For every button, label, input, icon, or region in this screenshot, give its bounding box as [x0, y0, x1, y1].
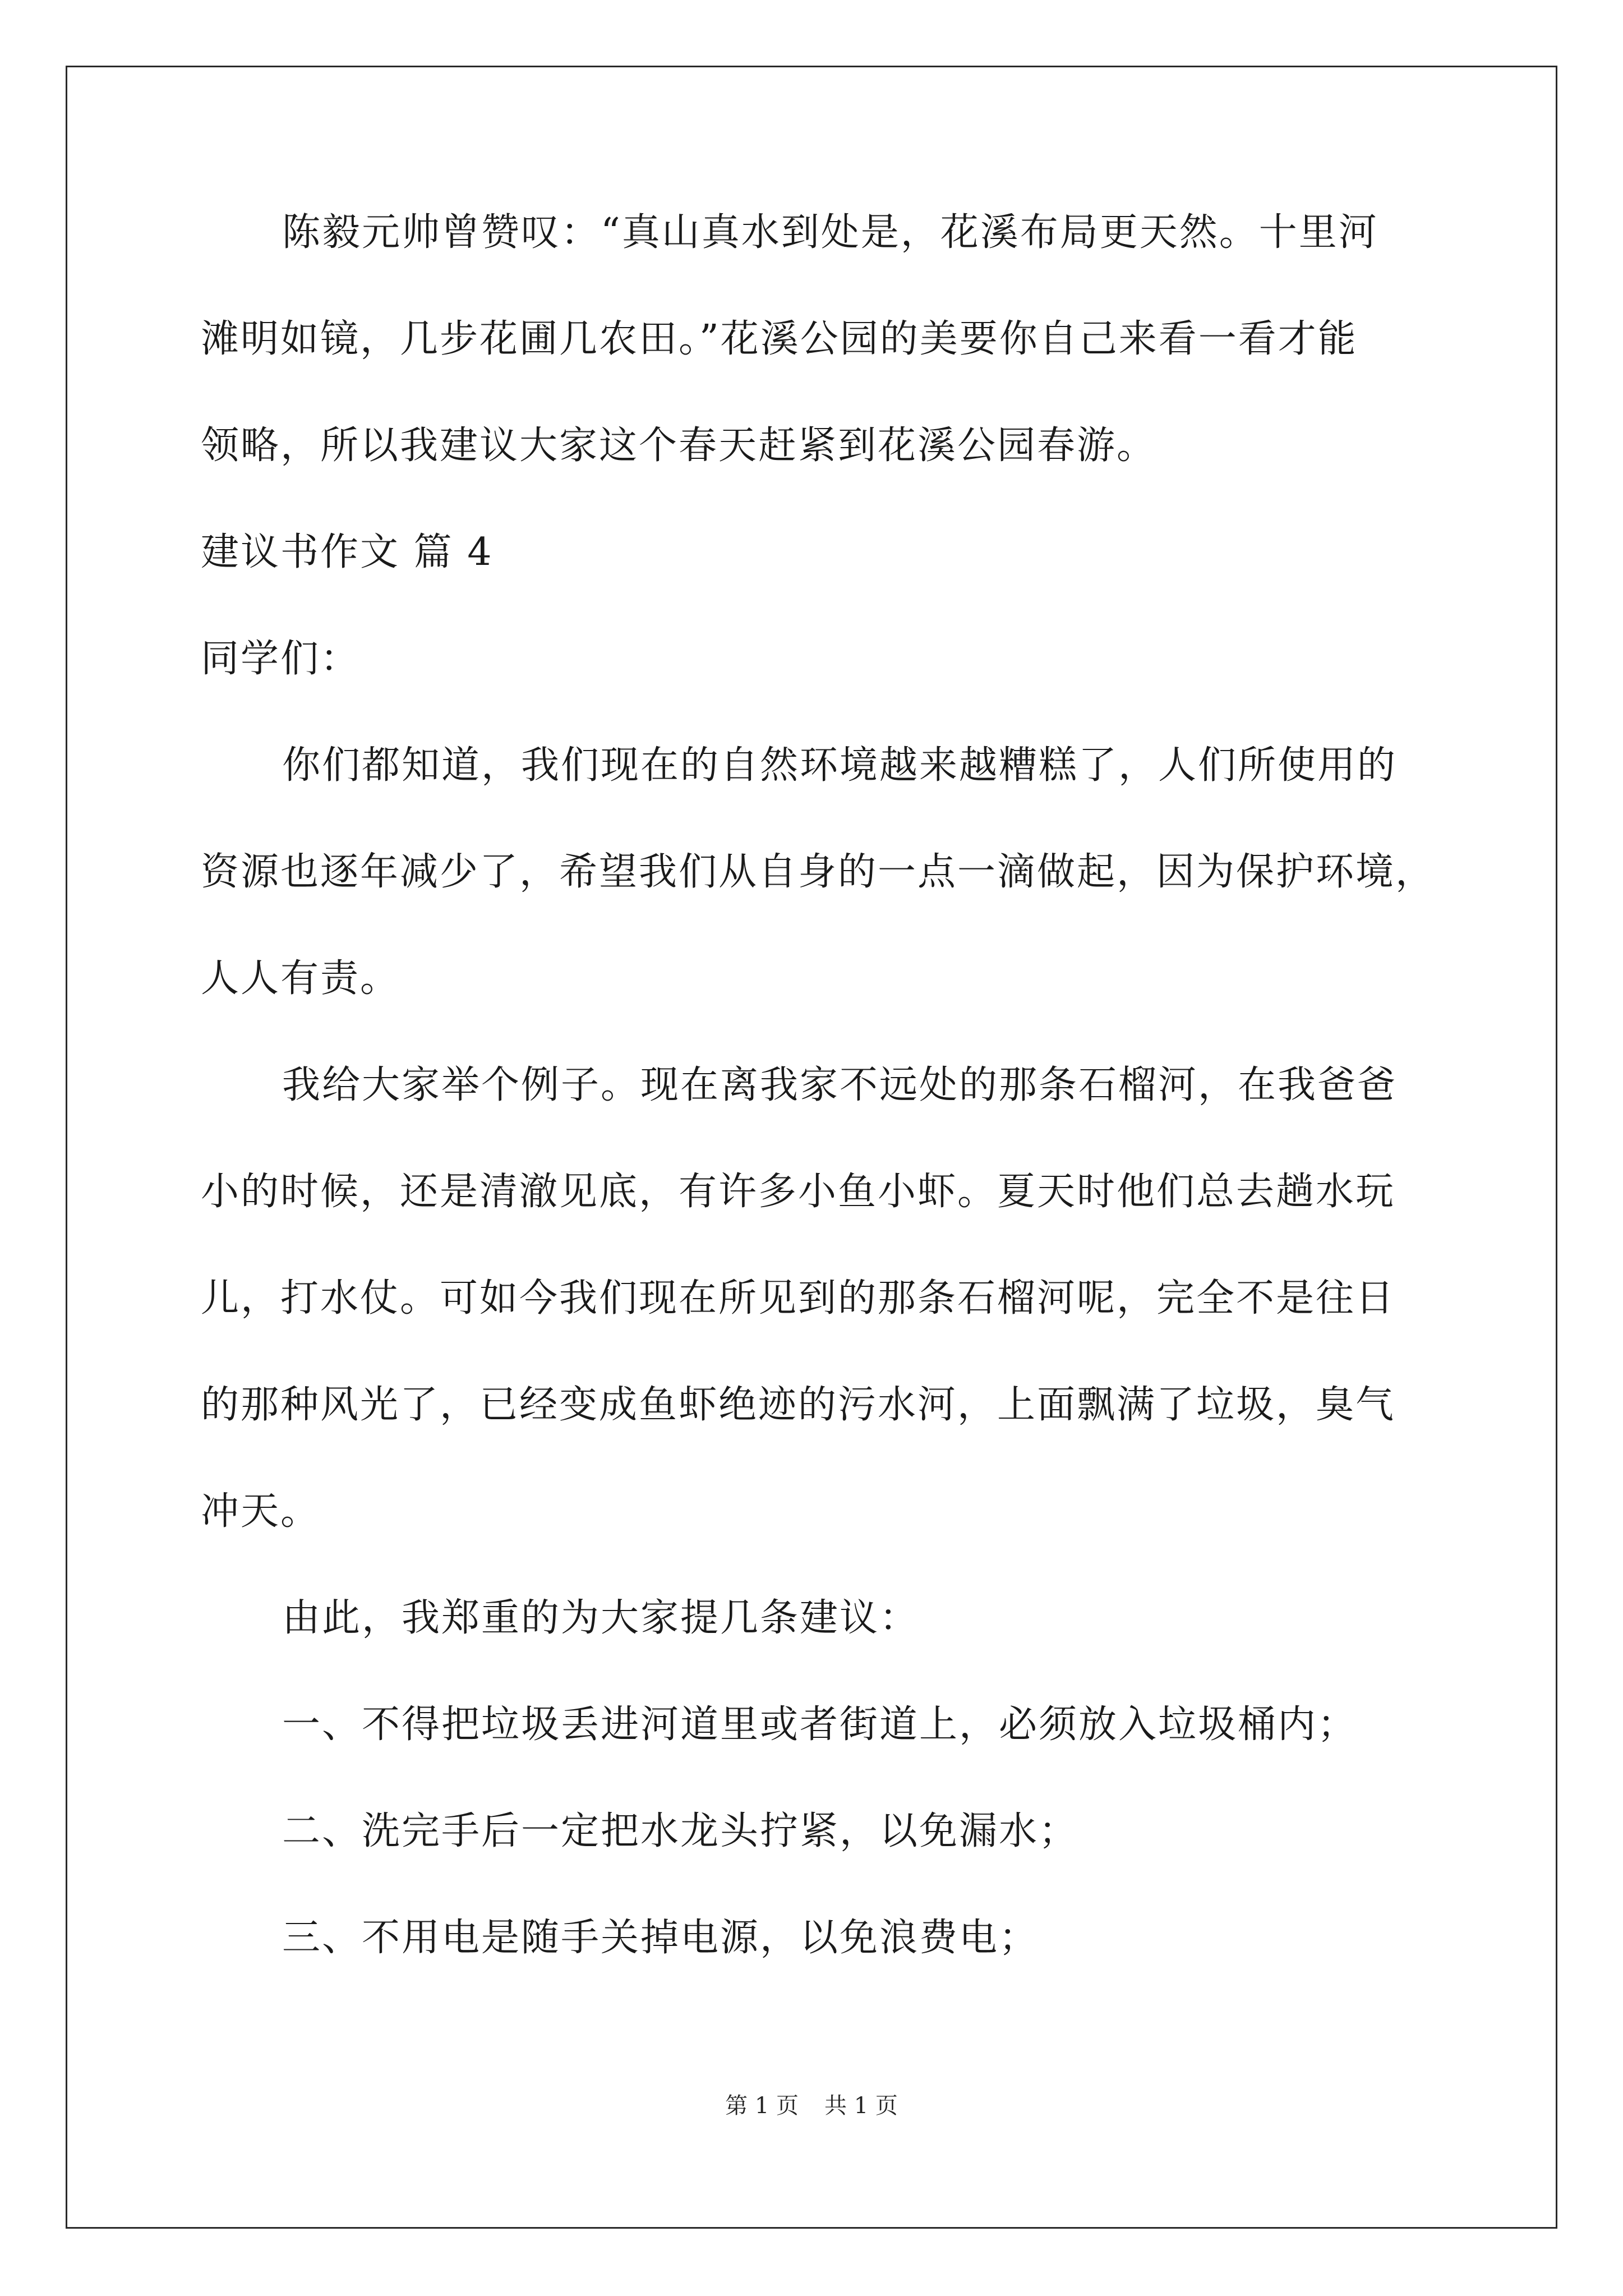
paragraph-2-line-2: 资源也逐年减少了，希望我们从自身的一点一滴做起，因为保护环境，: [201, 850, 1436, 894]
paragraph-1-line-3: 领略，所以我建议大家这个春天赶紧到花溪公园春游。: [201, 424, 1157, 468]
suggestion-2: 二、洗完手后一定把水龙头拧紧，以免漏水；: [282, 1809, 1079, 1853]
page-total: 共 1 页: [824, 2093, 898, 2119]
page-number: 第 1 页: [725, 2093, 799, 2119]
paragraph-3-line-1: 我给大家举个例子。现在离我家不远处的那条石榴河，在我爸爸: [282, 1063, 1398, 1107]
paragraph-1-line-2: 滩明如镜，几步花圃几农田。”花溪公园的美要你自己来看一看才能: [201, 317, 1358, 361]
salutation: 同学们：: [201, 637, 361, 681]
suggestion-1: 一、不得把垃圾丢进河道里或者街道上，必须放入垃圾桶内；: [282, 1703, 1358, 1747]
page-footer: [0, 2088, 1623, 2120]
suggestion-3: 三、不用电是随手关掉电源，以免浪费电；: [282, 1916, 1039, 1960]
paragraph-1-line-1: 陈毅元帅曾赞叹：“真山真水到处是，花溪布局更天然。十里河: [282, 210, 1378, 255]
paragraph-3-line-4: 的那种风光了，已经变成鱼虾绝迹的污水河，上面飘满了垃圾，臭气: [201, 1383, 1396, 1427]
paragraph-4: 由此，我郑重的为大家提几条建议：: [282, 1596, 920, 1640]
paragraph-3-line-5: 冲天。: [201, 1489, 321, 1534]
page-border: [66, 66, 1557, 2229]
paragraph-2-line-3: 人人有责。: [201, 956, 400, 1001]
paragraph-2-line-1: 你们都知道，我们现在的自然环境越来越糟糕了，人们所使用的: [282, 743, 1398, 788]
section-title: 建议书作文 篇 4: [201, 530, 494, 574]
paragraph-3-line-3: 儿，打水仗。可如今我们现在所见到的那条石榴河呢，完全不是往日: [201, 1276, 1396, 1320]
paragraph-3-line-2: 小的时候，还是清澈见底，有许多小鱼小虾。夏天时他们总去趟水玩: [201, 1170, 1396, 1214]
